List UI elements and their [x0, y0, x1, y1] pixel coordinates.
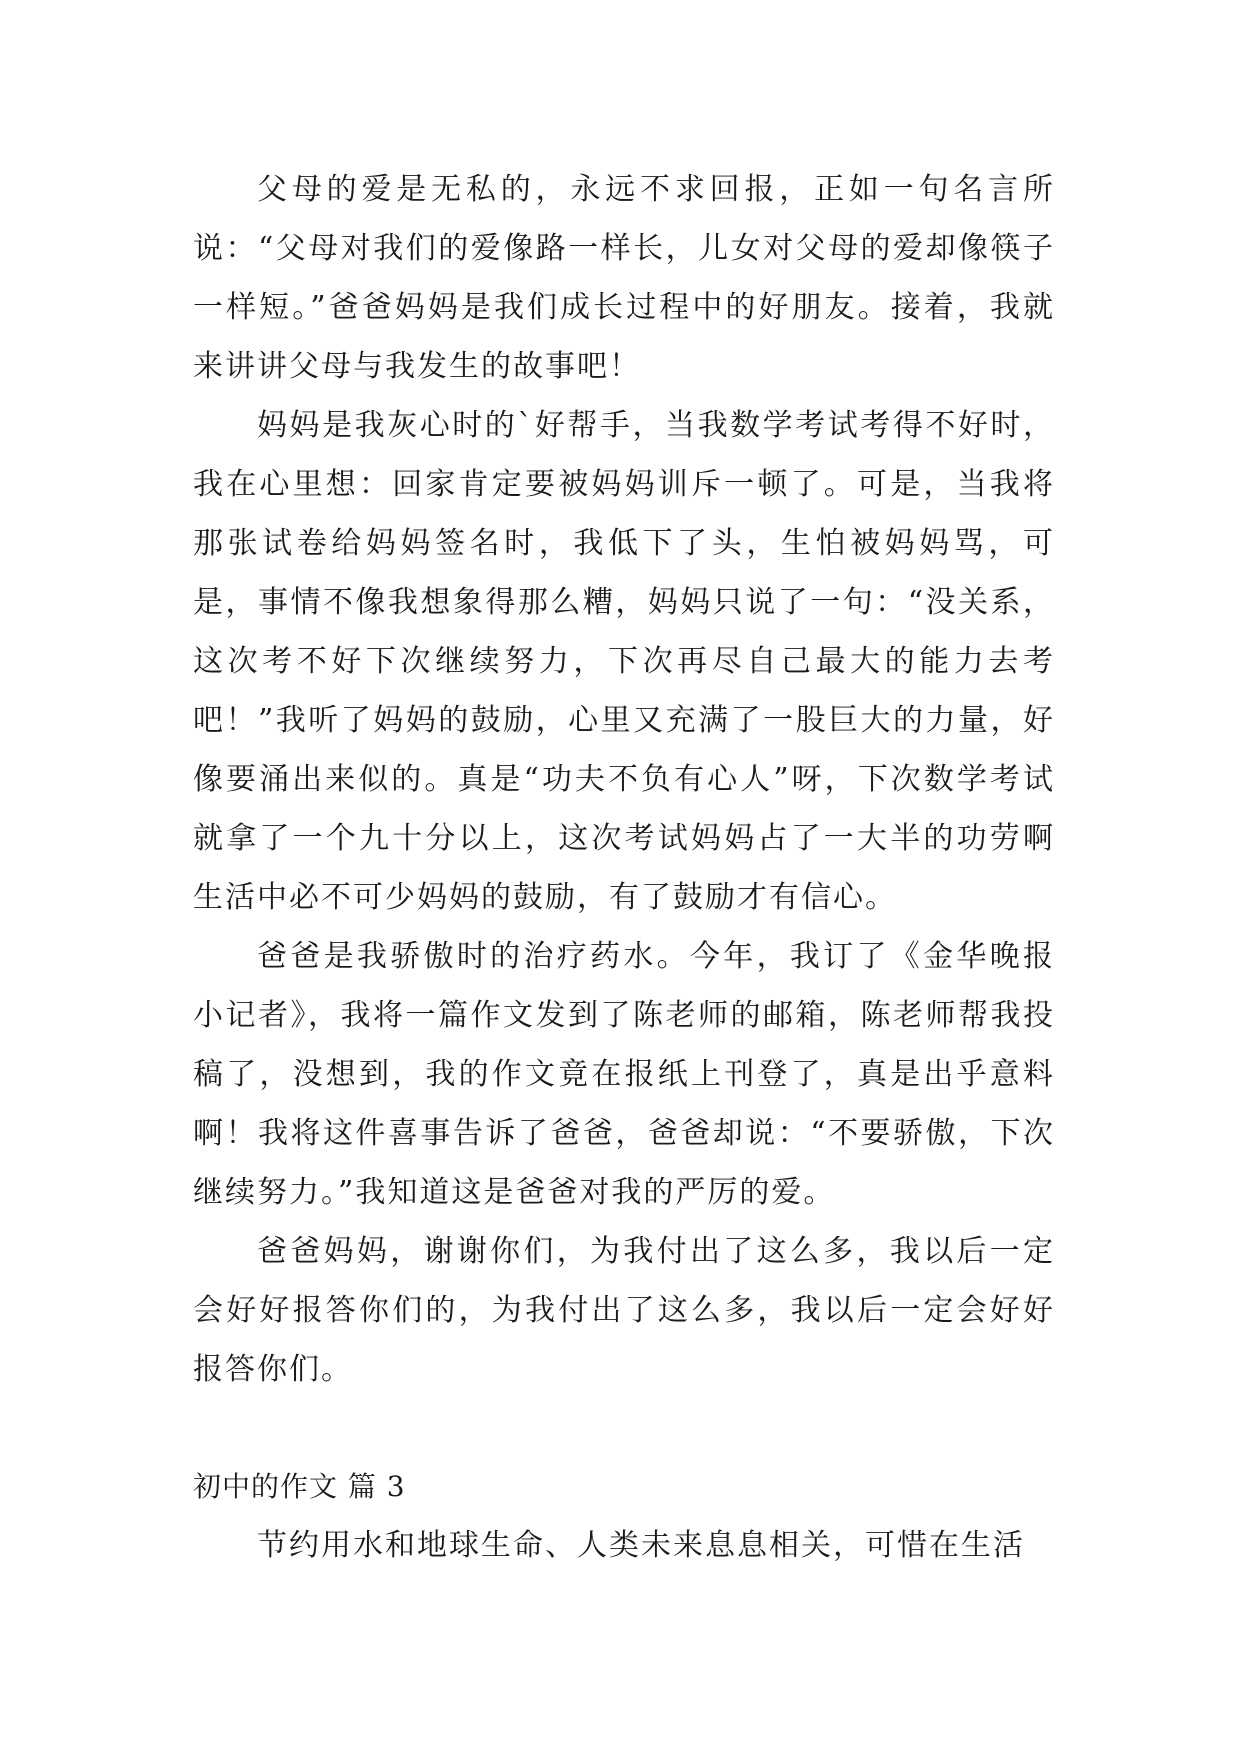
paragraph-father: 爸爸是我骄傲时的治疗药水。今年，我订了《金华晚报小记者》，我将一篇作文发到了陈老师的邮箱，陈老师帮我投稿了，没想到，我的作文竟在报纸上刊登了，真是出乎意料啊！我将这件喜事告诉了爸爸，爸爸却说：“不要骄傲，下次继续努力。”我知道这是爸爸对我的严厉的爱。	[193, 939, 1055, 1210]
paragraph-thanks: 爸爸妈妈，谢谢你们，为我付出了这么多，我以后一定会好好报答你们的，为我付出了这么多，我以后一定会好好报答你们。	[193, 1234, 1055, 1387]
paragraph-intro: 父母的爱是无私的，永远不求回报，正如一句名言所说：“父母对我们的爱像路一样长，儿女对父母的爱却像筷子一样短。”爸爸妈妈是我们成长过程中的好朋友。接着，我就来讲讲父母与我发生的故事吧！	[193, 172, 1055, 384]
document-body	[193, 160, 1055, 1575]
paragraph-mother: 妈妈是我灰心时的`好帮手，当我数学考试考得不好时，我在心里想：回家肯定要被妈妈训斥一顿了。可是，当我将那张试卷给妈妈签名时，我低下了头，生怕被妈妈骂，可是，事情不像我想象得那么糟，妈妈只说了一句：“没关系，这次考不好下次继续努力，下次再尽自己最大的能力去考吧！”我听了妈妈的鼓励，心里又充满了一股巨大的力量，好像要涌出来似的。真是“功夫不负有心人”呀，下次数学考试就拿了一个九十分以上，这次考试妈妈占了一大半的功劳啊生活中必不可少妈妈的鼓励，有了鼓励才有信心。	[193, 408, 1055, 915]
section-heading: 初中的作文 篇 3	[193, 1470, 406, 1503]
paragraph-water: 节约用水和地球生命、人类未来息息相关，可惜在生活	[257, 1528, 1025, 1563]
